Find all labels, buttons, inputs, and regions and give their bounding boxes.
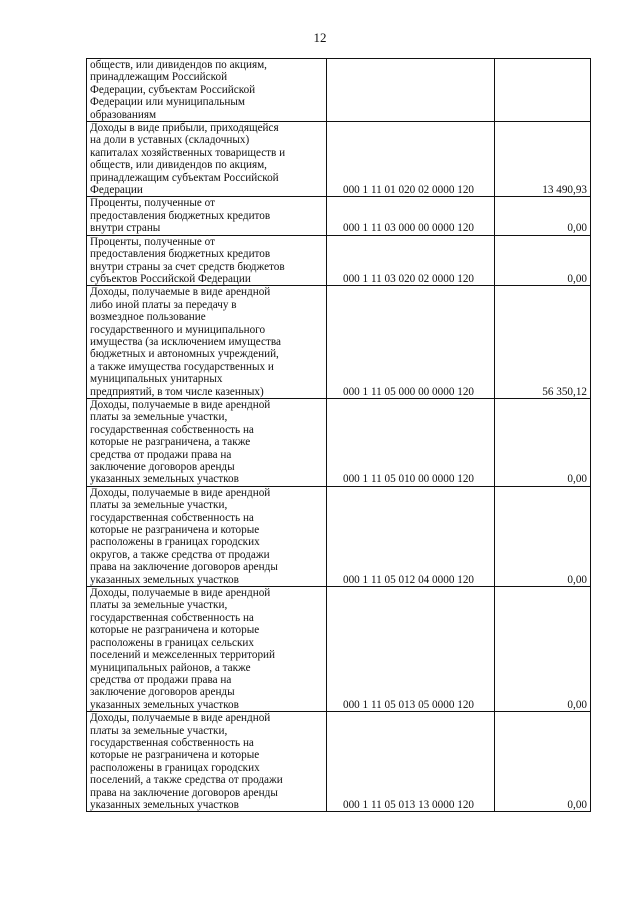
amount-cell <box>495 59 591 122</box>
revenue-name-cell: Доходы, получаемые в виде арендной либо иной платы за передачу в возмездное пользование государственного и муниципального имущества (за исключением имущества бюджетных и автономных учреждений, а также имущества государственных и муниципальных унитарных предприятий, в том числе казенных) <box>87 286 327 399</box>
budget-code-cell: 000 1 11 03 000 00 0000 120 <box>327 197 495 235</box>
table-row <box>87 235 591 286</box>
amount-cell: 56 350,12 <box>495 286 591 399</box>
amount-cell: 0,00 <box>495 235 591 286</box>
budget-code-cell: 000 1 11 05 013 13 0000 120 <box>327 712 495 812</box>
budget-code-cell <box>327 59 495 122</box>
budget-code-cell: 000 1 11 05 012 04 0000 120 <box>327 486 495 586</box>
table-row <box>87 59 591 122</box>
table-row <box>87 286 591 399</box>
budget-code-cell: 000 1 11 05 013 05 0000 120 <box>327 587 495 712</box>
budget-code-cell: 000 1 11 01 020 02 0000 120 <box>327 122 495 197</box>
revenue-name-cell: Доходы, получаемые в виде арендной платы за земельные участки, государственная собственность на которые не разграничена и которые расположены в границах городских поселений, а также средства от продажи права на заключение договоров аренды указанных земельных участков <box>87 712 327 812</box>
amount-cell: 0,00 <box>495 398 591 486</box>
table-row <box>87 587 591 712</box>
revenue-name-cell: Проценты, полученные от предоставления бюджетных кредитов внутри страны <box>87 197 327 235</box>
amount-cell: 0,00 <box>495 712 591 812</box>
revenue-name-cell: Доходы, получаемые в виде арендной платы за земельные участки, государственная собственность на которые не разграничена, а также средства от продажи права на заключение договоров аренды указанных земельных участков <box>87 398 327 486</box>
page-number: 12 <box>313 30 327 45</box>
budget-code-cell: 000 1 11 05 000 00 0000 120 <box>327 286 495 399</box>
revenue-name-cell: Доходы, получаемые в виде арендной платы за земельные участки, государственная собственность на которые не разграничена и которые расположены в границах сельских поселений и межселенных территорий муниципальных районов, а также средства от продажи права на заключение договоров аренды указанных земельных участков <box>87 587 327 712</box>
revenue-name-cell: обществ, или дивидендов по акциям, принадлежащим Российской Федерации, субъектам Российской Федерации или муниципальным образованиям <box>87 59 327 122</box>
table-row <box>87 398 591 486</box>
budget-code-cell: 000 1 11 05 010 00 0000 120 <box>327 398 495 486</box>
revenue-name-cell: Проценты, полученные от предоставления бюджетных кредитов внутри страны за счет средств бюджетов субъектов Российской Федерации <box>87 235 327 286</box>
revenue-name-cell: Доходы, получаемые в виде арендной платы за земельные участки, государственная собственность на которые не разграничена и которые расположены в границах городских округов, а также средства от продажи права на заключение договоров аренды указанных земельных участков <box>87 486 327 586</box>
revenue-name-cell: Доходы в виде прибыли, приходящейся на доли в уставных (складочных) капиталах хозяйственных товариществ и обществ, или дивидендов по акциям, принадлежащим субъектам Российской Федерации <box>87 122 327 197</box>
revenue-table <box>86 58 591 812</box>
table-row <box>87 486 591 586</box>
table-row <box>87 712 591 812</box>
amount-cell: 0,00 <box>495 197 591 235</box>
amount-cell: 0,00 <box>495 486 591 586</box>
table-row <box>87 197 591 235</box>
amount-cell: 0,00 <box>495 587 591 712</box>
table-row <box>87 122 591 197</box>
amount-cell: 13 490,93 <box>495 122 591 197</box>
budget-code-cell: 000 1 11 03 020 02 0000 120 <box>327 235 495 286</box>
